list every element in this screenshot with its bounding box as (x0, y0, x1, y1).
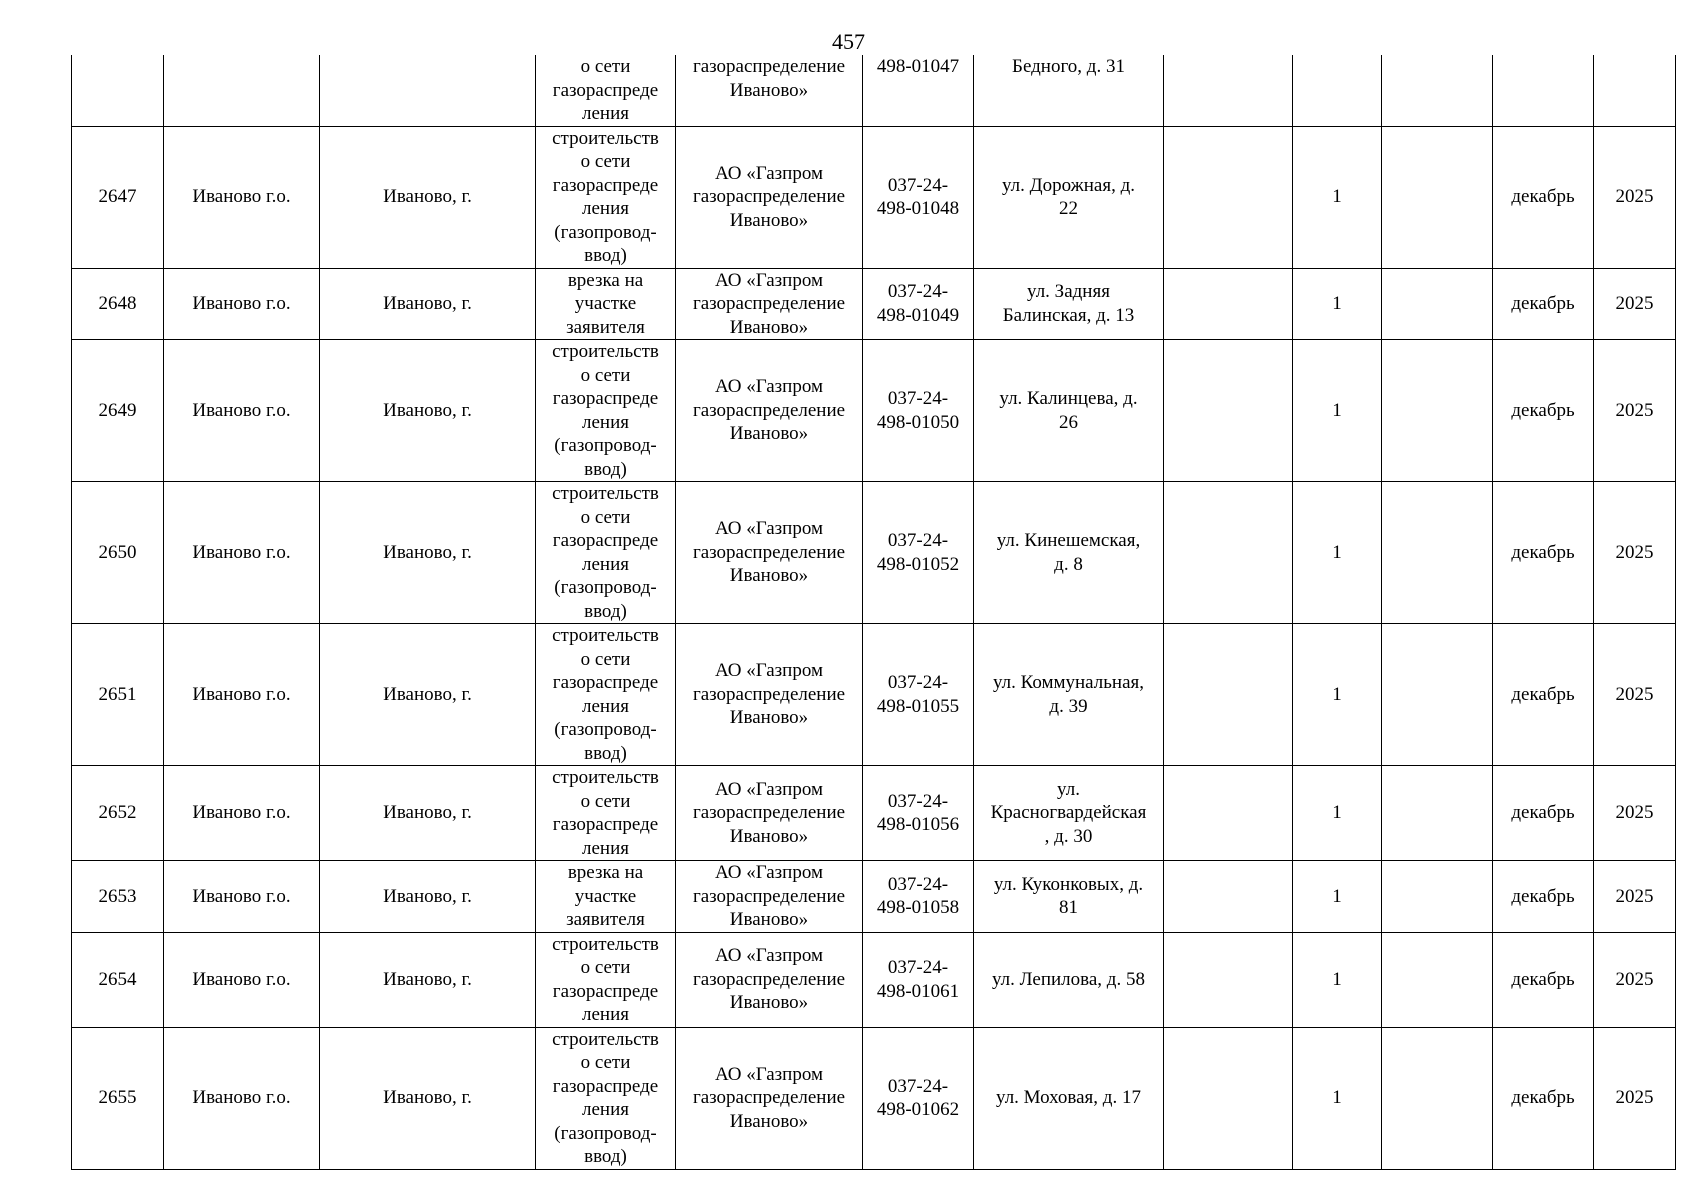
cell-month: декабрь (1493, 624, 1594, 766)
cell-year: 2025 (1594, 624, 1676, 766)
cell-address: ул. Лепилова, д. 58 (974, 932, 1164, 1027)
cell-settlement: Иваново, г. (320, 1027, 536, 1169)
cell-no: 2647 (72, 126, 164, 268)
cell-work-type: о сети газораспреде ления (536, 55, 676, 126)
cell-work-type: строительств о сети газораспреде ления (536, 766, 676, 861)
cell-address: ул. Задняя Балинская, д. 13 (974, 268, 1164, 340)
cell-address: ул. Коммунальная, д. 39 (974, 624, 1164, 766)
cell-organization: АО «Газпром газораспределение Иваново» (676, 624, 863, 766)
continuation-row (72, 55, 1676, 126)
cell-col8 (1164, 482, 1293, 624)
cell-district: Иваново г.о. (164, 340, 320, 482)
cell-no: 2649 (72, 340, 164, 482)
cell-no: 2648 (72, 268, 164, 340)
cell-col8 (1164, 624, 1293, 766)
cell-district: Иваново г.о. (164, 268, 320, 340)
cell-organization: АО «Газпром газораспределение Иваново» (676, 126, 863, 268)
cell-year: 2025 (1594, 1027, 1676, 1169)
cell-no: 2653 (72, 861, 164, 933)
cell-year: 2025 (1594, 861, 1676, 933)
cell-work-type: врезка на участке заявителя (536, 861, 676, 933)
cell-tech-number: 498-01047 (863, 55, 974, 126)
cell-year: 2025 (1594, 340, 1676, 482)
cell-tech-number: 037-24- 498-01058 (863, 861, 974, 933)
cell-work-type: строительств о сети газораспреде ления (газопровод- ввод) (536, 482, 676, 624)
cell-work-type: строительств о сети газораспреде ления (газопровод- ввод) (536, 624, 676, 766)
cell-organization: газораспределение Иваново» (676, 55, 863, 126)
cell-count: 1 (1293, 766, 1382, 861)
table-row (72, 482, 1676, 624)
cell-organization: АО «Газпром газораспределение Иваново» (676, 1027, 863, 1169)
cell-year (1594, 55, 1676, 126)
cell-settlement (320, 55, 536, 126)
cell-work-type: строительств о сети газораспреде ления (газопровод- ввод) (536, 340, 676, 482)
cell-address: ул. Куконковых, д. 81 (974, 861, 1164, 933)
cell-organization: АО «Газпром газораспределение Иваново» (676, 861, 863, 933)
cell-work-type: строительств о сети газораспреде ления (газопровод- ввод) (536, 126, 676, 268)
cell-month: декабрь (1493, 1027, 1594, 1169)
cell-count: 1 (1293, 482, 1382, 624)
table-row (72, 340, 1676, 482)
cell-count: 1 (1293, 932, 1382, 1027)
cell-col10 (1382, 340, 1493, 482)
cell-col8 (1164, 766, 1293, 861)
cell-count: 1 (1293, 624, 1382, 766)
cell-tech-number: 037-24- 498-01052 (863, 482, 974, 624)
cell-col8 (1164, 932, 1293, 1027)
cell-month: декабрь (1493, 482, 1594, 624)
cell-col8 (1164, 861, 1293, 933)
cell-month: декабрь (1493, 932, 1594, 1027)
table-row (72, 932, 1676, 1027)
cell-count (1293, 55, 1382, 126)
cell-work-type: строительств о сети газораспреде ления (536, 932, 676, 1027)
cell-district: Иваново г.о. (164, 1027, 320, 1169)
cell-no (72, 55, 164, 126)
cell-col10 (1382, 766, 1493, 861)
cell-address: ул. Кинешемская, д. 8 (974, 482, 1164, 624)
cell-district: Иваново г.о. (164, 861, 320, 933)
cell-settlement: Иваново, г. (320, 268, 536, 340)
cell-col10 (1382, 482, 1493, 624)
cell-tech-number: 037-24- 498-01049 (863, 268, 974, 340)
cell-year: 2025 (1594, 482, 1676, 624)
cell-col8 (1164, 126, 1293, 268)
cell-address: ул. Дорожная, д. 22 (974, 126, 1164, 268)
cell-organization: АО «Газпром газораспределение Иваново» (676, 766, 863, 861)
cell-work-type: врезка на участке заявителя (536, 268, 676, 340)
cell-settlement: Иваново, г. (320, 482, 536, 624)
gasification-schedule-table (71, 55, 1676, 1170)
cell-district: Иваново г.о. (164, 624, 320, 766)
table-row (72, 268, 1676, 340)
cell-count: 1 (1293, 126, 1382, 268)
cell-district: Иваново г.о. (164, 932, 320, 1027)
cell-tech-number: 037-24- 498-01061 (863, 932, 974, 1027)
cell-tech-number: 037-24- 498-01048 (863, 126, 974, 268)
cell-organization: АО «Газпром газораспределение Иваново» (676, 482, 863, 624)
cell-tech-number: 037-24- 498-01050 (863, 340, 974, 482)
cell-col8 (1164, 268, 1293, 340)
cell-district (164, 55, 320, 126)
cell-district: Иваново г.о. (164, 482, 320, 624)
table-row (72, 766, 1676, 861)
cell-year: 2025 (1594, 932, 1676, 1027)
cell-month: декабрь (1493, 126, 1594, 268)
cell-settlement: Иваново, г. (320, 932, 536, 1027)
cell-col8 (1164, 340, 1293, 482)
cell-year: 2025 (1594, 766, 1676, 861)
cell-month: декабрь (1493, 268, 1594, 340)
cell-settlement: Иваново, г. (320, 624, 536, 766)
table-row (72, 624, 1676, 766)
cell-col10 (1382, 624, 1493, 766)
cell-year: 2025 (1594, 268, 1676, 340)
cell-col8 (1164, 1027, 1293, 1169)
cell-no: 2655 (72, 1027, 164, 1169)
cell-organization: АО «Газпром газораспределение Иваново» (676, 340, 863, 482)
cell-month: декабрь (1493, 340, 1594, 482)
cell-work-type: строительств о сети газораспреде ления (газопровод- ввод) (536, 1027, 676, 1169)
cell-district: Иваново г.о. (164, 766, 320, 861)
cell-col10 (1382, 861, 1493, 933)
cell-tech-number: 037-24- 498-01062 (863, 1027, 974, 1169)
cell-organization: АО «Газпром газораспределение Иваново» (676, 932, 863, 1027)
cell-col10 (1382, 55, 1493, 126)
cell-settlement: Иваново, г. (320, 861, 536, 933)
cell-month (1493, 55, 1594, 126)
table-row (72, 126, 1676, 268)
cell-address: Бедного, д. 31 (974, 55, 1164, 126)
cell-no: 2651 (72, 624, 164, 766)
cell-no: 2654 (72, 932, 164, 1027)
cell-col10 (1382, 268, 1493, 340)
cell-tech-number: 037-24- 498-01056 (863, 766, 974, 861)
cell-district: Иваново г.о. (164, 126, 320, 268)
cell-count: 1 (1293, 861, 1382, 933)
cell-settlement: Иваново, г. (320, 340, 536, 482)
cell-settlement: Иваново, г. (320, 126, 536, 268)
cell-month: декабрь (1493, 766, 1594, 861)
cell-address: ул. Красногвардейская , д. 30 (974, 766, 1164, 861)
table-row (72, 1027, 1676, 1169)
table-row (72, 861, 1676, 933)
cell-year: 2025 (1594, 126, 1676, 268)
cell-address: ул. Моховая, д. 17 (974, 1027, 1164, 1169)
page-number: 457 (832, 29, 865, 54)
cell-settlement: Иваново, г. (320, 766, 536, 861)
cell-address: ул. Калинцева, д. 26 (974, 340, 1164, 482)
cell-month: декабрь (1493, 861, 1594, 933)
cell-col10 (1382, 126, 1493, 268)
cell-organization: АО «Газпром газораспределение Иваново» (676, 268, 863, 340)
cell-count: 1 (1293, 340, 1382, 482)
cell-col8 (1164, 55, 1293, 126)
cell-count: 1 (1293, 268, 1382, 340)
cell-tech-number: 037-24- 498-01055 (863, 624, 974, 766)
cell-col10 (1382, 932, 1493, 1027)
cell-count: 1 (1293, 1027, 1382, 1169)
cell-no: 2650 (72, 482, 164, 624)
cell-col10 (1382, 1027, 1493, 1169)
cell-no: 2652 (72, 766, 164, 861)
